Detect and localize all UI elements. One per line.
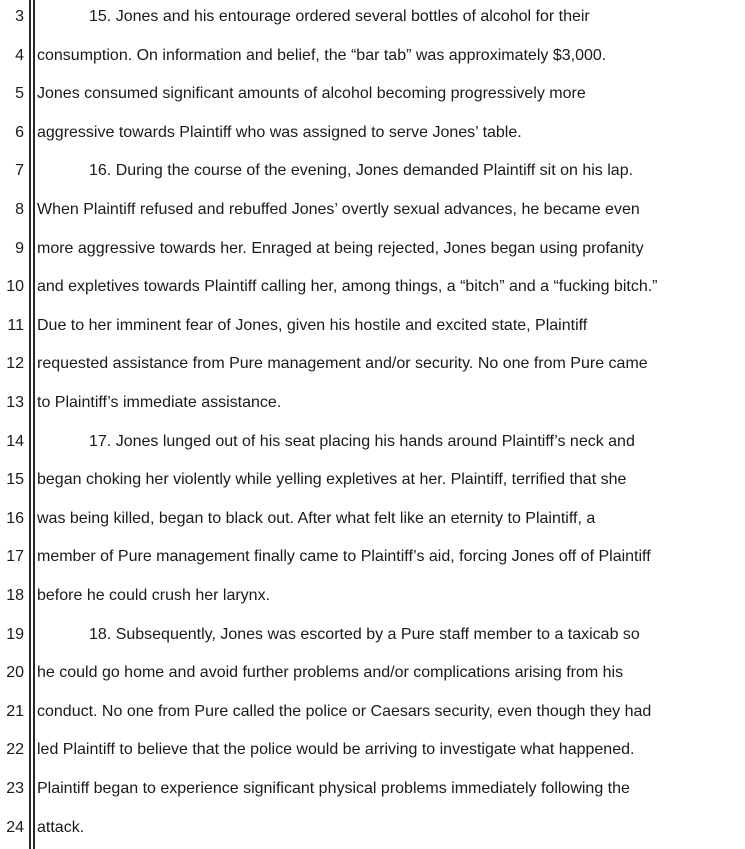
line-number: 15 [6, 471, 24, 489]
document-text-line: and expletives towards Plaintiff calling her, among things, a “bitch” and a “fucking bitch.” [37, 278, 658, 296]
document-text-line: attack. [37, 818, 85, 836]
document-text-line: aggressive towards Plaintiff who was assigned to serve Jones’ table. [37, 123, 522, 141]
line-number: 8 [15, 201, 24, 218]
line-number: 12 [6, 355, 24, 373]
margin-rule-left [29, 0, 31, 849]
line-number: 4 [15, 46, 24, 64]
line-number: 9 [15, 239, 24, 257]
line-number: 6 [15, 123, 24, 141]
line-number: 22 [6, 741, 24, 759]
document-text-line: he could go home and avoid further problems and/or complications arising from his [37, 664, 624, 682]
line-number: 13 [6, 394, 24, 411]
document-text-line: led Plaintiff to believe that the police would be arriving to investigate what happened. [37, 741, 635, 759]
document-text-line: 15. Jones and his entourage ordered several bottles of alcohol for their [89, 8, 590, 25]
document-text-line: was being killed, began to black out. After what felt like an eternity to Plaintiff, a [37, 509, 596, 527]
document-text-line: Due to her imminent fear of Jones, given his hostile and excited state, Plaintiff [37, 316, 588, 334]
document-text-line: Plaintiff began to experience significant physical problems immediately following the [37, 780, 630, 797]
document-text-line: conduct. No one from Pure called the police or Caesars security, even though they had [37, 702, 652, 720]
document-text-line: consumption. On information and belief, the “bar tab” was approximately $3,000. [37, 46, 607, 64]
document-text-line: member of Pure management finally came to Plaintiff’s aid, forcing Jones off of Plaintiff [37, 548, 651, 566]
margin-rule-right [33, 0, 35, 849]
document-text-line: 16. During the course of the evening, Jones demanded Plaintiff sit on his lap. [89, 162, 634, 180]
line-number: 5 [15, 85, 24, 103]
line-number: 19 [6, 625, 24, 643]
document-text-line: more aggressive towards her. Enraged at being rejected, Jones began using profanity [37, 239, 644, 257]
line-number: 24 [6, 818, 24, 836]
document-text-line: began choking her violently while yelling expletives at her. Plaintiff, terrified that she [37, 471, 627, 489]
document-text-line: before he could crush her larynx. [37, 587, 271, 604]
document-text-line: 17. Jones lunged out of his seat placing his hands around Plaintiff’s neck and [89, 432, 635, 450]
document-text-line: to Plaintiff’s immediate assistance. [37, 394, 282, 411]
line-number: 3 [15, 8, 24, 25]
line-number: 16 [6, 509, 24, 527]
line-number: 10 [6, 278, 24, 296]
line-number: 11 [7, 316, 24, 334]
line-number: 21 [6, 702, 24, 720]
line-number: 20 [6, 664, 24, 682]
document-text-line: Jones consumed significant amounts of alcohol becoming progressively more [37, 85, 586, 103]
line-number: 23 [6, 780, 24, 797]
line-number: 7 [15, 162, 24, 180]
document-text-line: 18. Subsequently, Jones was escorted by a Pure staff member to a taxicab so [89, 625, 640, 643]
document-text-line: When Plaintiff refused and rebuffed Jones’ overtly sexual advances, he became even [37, 201, 640, 218]
line-number: 14 [6, 432, 24, 450]
line-number: 18 [6, 587, 24, 604]
line-number: 17 [6, 548, 24, 566]
document-text-line: requested assistance from Pure management and/or security. No one from Pure came [37, 355, 648, 373]
